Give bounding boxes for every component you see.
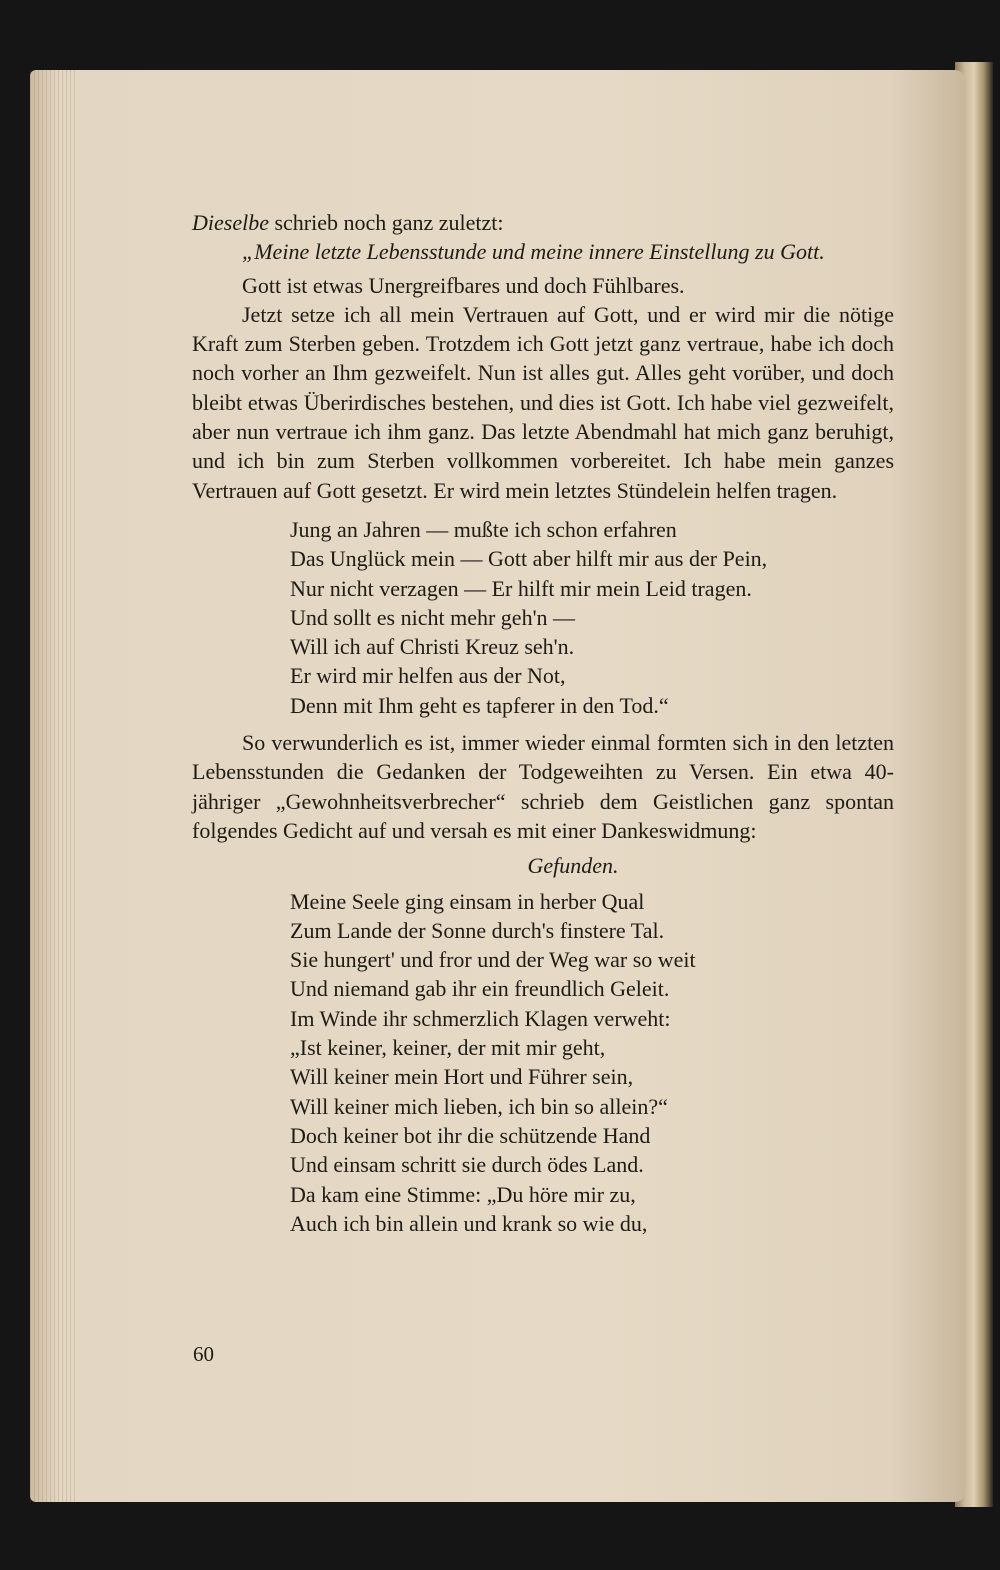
poem-1-line: Und sollt es nicht mehr geh'n — xyxy=(290,604,576,630)
poem-2-title: Gefunden. xyxy=(527,853,619,879)
quote-heading: „Meine letzte Lebensstunde und meine innere Einstellung zu Gott. xyxy=(242,239,825,265)
poem-2-line: Zum Lande der Sonne durch's finstere Tal. xyxy=(290,917,665,943)
poem-2-line: Will keiner mich lieben, ich bin so allein?“ xyxy=(290,1093,668,1119)
poem-2-line: Will keiner mein Hort und Führer sein, xyxy=(290,1064,634,1090)
text-block xyxy=(192,208,894,1246)
poem-2-line: Doch keiner bot ihr die schützende Hand xyxy=(290,1122,651,1148)
poem-1-line: Denn mit Ihm geht es tapferer in den Tod.“ xyxy=(290,692,669,718)
intro-italic: Dieselbe xyxy=(192,210,269,235)
poem-1-line: Nur nicht verzagen — Er hilft mir mein Leid tragen. xyxy=(290,575,752,601)
poem-1-line: Er wird mir helfen aus der Not, xyxy=(290,663,566,689)
poem-2-line: „Ist keiner, keiner, der mit mir geht, xyxy=(290,1035,606,1061)
poem-1-line: Jung an Jahren — mußte ich schon erfahren xyxy=(290,516,677,542)
paragraph-2: Jetzt setze ich all mein Vertrauen auf Gott, und er wird mir die nötige Kraft zum Sterben geben. Trotzdem ich Gott jetzt ganz vertraue, habe ich doch noch vorher an Ihm gezweifelt. Nun ist alles gut. Alles geht vorüber, und doch bleibt etwas Überirdisches bestehen, und dies ist Gott. Ich habe viel gezweifelt, aber nun vertraue ich ihm ganz. Das letzte Abendmahl hat mich ganz beruhigt, und ich bin zum Sterben vollkommen vorbereitet. Ich habe mein ganzes Vertrauen auf Gott gesetzt. Er wird mein letztes Stündelein helfen tragen. xyxy=(192,301,894,503)
poem-2-line: Meine Seele ging einsam in herber Qual xyxy=(290,888,645,914)
intro-line xyxy=(192,208,894,237)
poem-1 xyxy=(290,515,894,720)
paragraph-1: Gott ist etwas Unergreifbares und doch Fühlbares. xyxy=(242,272,685,298)
poem-1-line: Das Unglück mein — Gott aber hilft mir aus der Pein, xyxy=(290,546,768,572)
poem-2-line: Im Winde ihr schmerzlich Klagen verweht: xyxy=(290,1005,671,1031)
poem-2 xyxy=(290,887,894,1239)
poem-2-line: Auch ich bin allein und krank so wie du, xyxy=(290,1210,648,1236)
poem-2-line: Da kam eine Stimme: „Du höre mir zu, xyxy=(290,1181,636,1207)
paragraph-3: So verwunderlich es ist, immer wieder einmal formten sich in den letzten Lebensstunden die Gedanken der Todgeweihten zu Versen. Ein etwa 40-jähriger „Gewohnheitsverbrecher“ schrieb dem Geistlichen ganz spontan folgendes Gedicht auf und versah es mit einer Dankeswidmung: xyxy=(192,730,894,843)
poem-2-line: Und einsam schritt sie durch ödes Land. xyxy=(290,1152,644,1178)
poem-2-line: Und niemand gab ihr ein freundlich Geleit. xyxy=(290,976,670,1002)
poem-2-line: Sie hungert' und fror und der Weg war so weit xyxy=(290,947,696,973)
poem-1-line: Will ich auf Christi Kreuz seh'n. xyxy=(290,634,575,660)
intro-rest: schrieb noch ganz zuletzt: xyxy=(268,210,504,235)
page-number: 60 xyxy=(193,1342,214,1366)
